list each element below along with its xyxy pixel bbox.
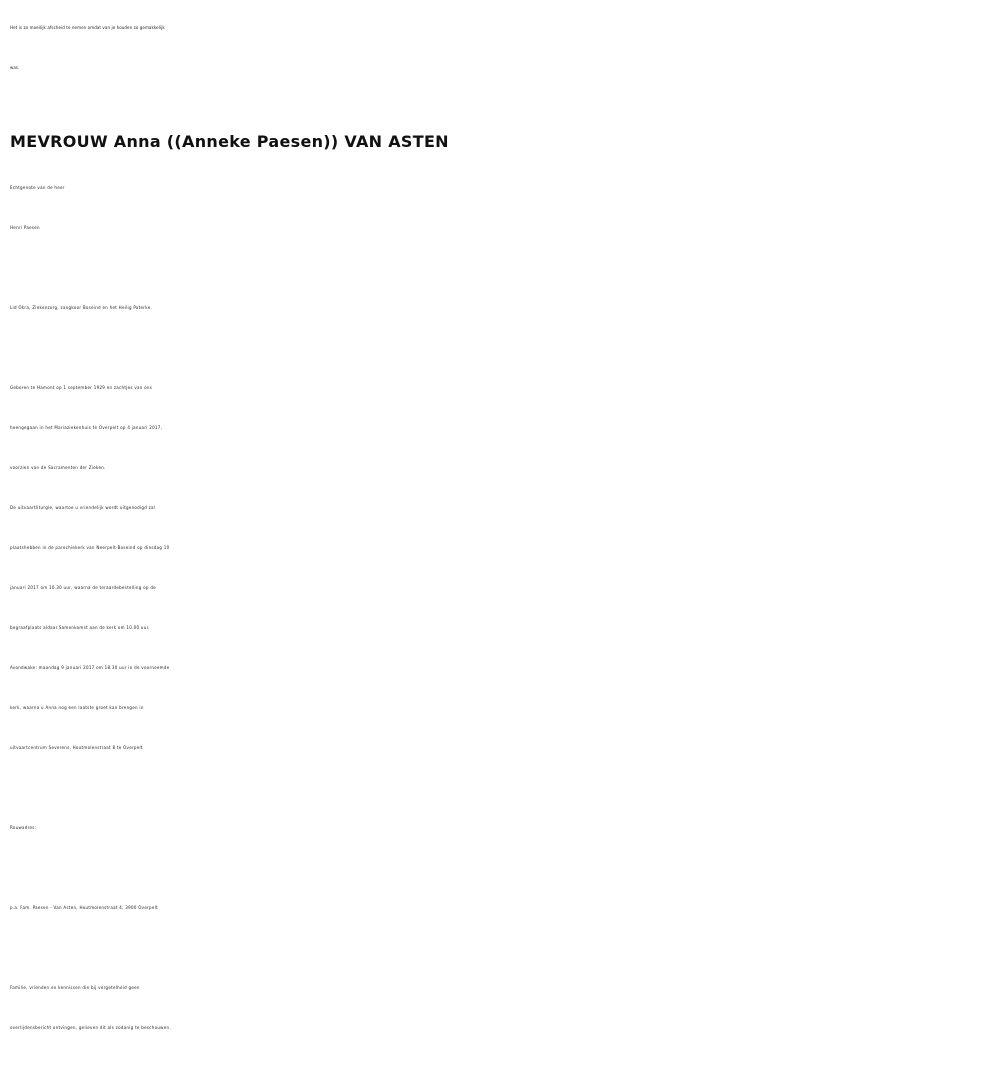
- obituary-document: [10, 8, 995, 1048]
- details-line: heengegaan in het Mariaziekenhuis te Overpelt op 4 januari 2017,: [10, 425, 163, 430]
- spacer: [10, 768, 995, 808]
- spacer: [10, 248, 995, 288]
- details-line: januari 2017 om 10.30 uur, waarna de teraardebestelling op de: [10, 585, 156, 590]
- details-line: begraafplaats aldaar.Samenkomst aan de kerk om 10.00 uur.: [10, 625, 150, 630]
- spacer: [10, 928, 995, 968]
- details-line: kerk, waarna u Anna nog een laatste groet kan brengen in: [10, 705, 144, 710]
- details-line: Geboren te Hamont op 1 september 1929 en zachtjes van ons: [10, 385, 153, 390]
- details-line: plaatshebben in de parochiekerk van Neerpelt-Boseind op dinsdag 10: [10, 545, 170, 550]
- quote-line-1: Het is zo moeilijk afscheid te nemen omdat van je houden zo gemakkelijk: [10, 25, 165, 30]
- spacer: [10, 328, 995, 368]
- mourning-address: p.a. Fam. Paesen - Van Asten, Houtmolenstraat 4, 3900 Overpelt: [10, 905, 158, 910]
- spacer: [10, 848, 995, 888]
- spouse-line-1: Echtgenote van de heer: [10, 185, 65, 190]
- quote-line-2: was.: [10, 65, 20, 70]
- mourning-address-label: Rouwadres:: [10, 825, 37, 830]
- spouse-line-2: Henri Paesen: [10, 225, 40, 230]
- details-line: De uitvaartliturgie, waartoe u vriendelijk wordt uitgenodigd zal: [10, 505, 156, 510]
- details-line: Avondwake: maandag 9 januari 2017 om 18.30 uur in de voornoemde: [10, 665, 170, 670]
- details-line: uitvaartcentrum Severens, Houtmolenstraat 8 te Overpelt: [10, 745, 143, 750]
- details-line: voorzien van de Sacramenten der Zieken.: [10, 465, 106, 470]
- membership-text: Lid Okra, Ziekenzorg, zangkoor Boseind en het Heilig Paterke.: [10, 305, 153, 310]
- deceased-name: MEVROUW Anna ((Anneke Paesen)) VAN ASTEN: [10, 132, 449, 151]
- closing-line-2: overlijdensbericht ontvingen, gelieven dit als zodanig te beschouwen.: [10, 1025, 171, 1030]
- closing-line-1: Familie, vrienden en kennissen die bij vergetelheid geen: [10, 985, 140, 990]
